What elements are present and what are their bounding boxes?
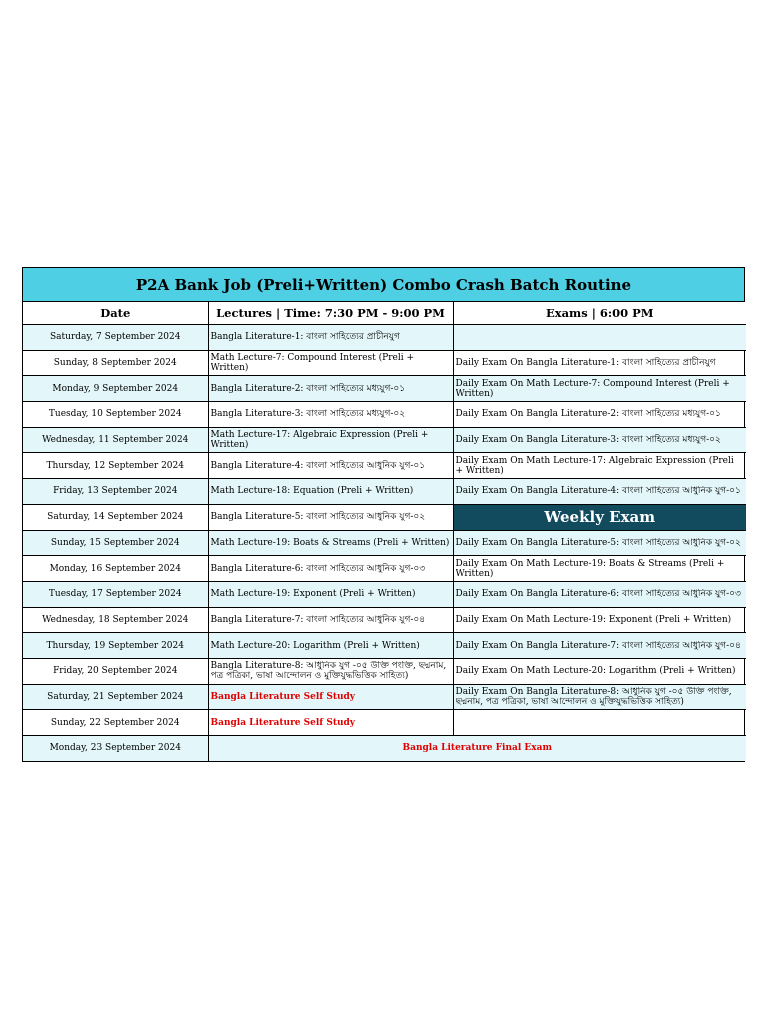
weekly-exam-cell: Weekly Exam <box>453 504 746 530</box>
lecture-cell: Bangla Literature-2: বাংলা সাহিত্যের মধ্যযুগ-০১ <box>208 376 453 402</box>
exam-cell: Daily Exam On Bangla Literature-3: বাংলা সাহিত্যের মধ্যযুগ-০২ <box>453 427 746 453</box>
exam-cell <box>453 325 746 351</box>
date-cell: Saturday, 14 September 2024 <box>23 504 208 530</box>
table-row <box>23 684 746 710</box>
final-exam-cell: Bangla Literature Final Exam <box>208 736 746 761</box>
header-row <box>23 302 746 325</box>
lecture-cell: Bangla Literature-4: বাংলা সাহিত্যের আধুনিক যুগ-০১ <box>208 453 453 479</box>
table-row <box>23 658 746 684</box>
lecture-cell: Bangla Literature Self Study <box>208 710 453 736</box>
exam-cell <box>453 479 746 505</box>
exam-cell <box>453 556 746 582</box>
date-header: Date <box>23 302 208 325</box>
date-cell: Friday, 13 September 2024 <box>23 479 208 505</box>
date-cell: Monday, 9 September 2024 <box>23 376 208 402</box>
table-row <box>23 710 746 736</box>
lecture-cell: Math Lecture-18: Equation (Preli + Written) <box>208 479 453 505</box>
date-cell: Thursday, 19 September 2024 <box>23 633 208 659</box>
exam-cell <box>453 710 746 736</box>
table-row <box>23 427 746 453</box>
table-row <box>23 350 746 376</box>
date-cell: Thursday, 12 September 2024 <box>23 453 208 479</box>
table-row <box>23 504 746 530</box>
table-row <box>23 633 746 659</box>
routine-table <box>23 302 746 761</box>
exam-cell <box>453 376 746 402</box>
exam-text: Daily Exam On Bangla Literature-5: বাংলা সাহিত্যের আধুনিক যুগ-০২ <box>455 537 741 548</box>
exam-cell <box>453 684 746 710</box>
lecture-cell: Math Lecture-20: Logarithm (Preli + Written) <box>208 633 453 659</box>
exam-text: Daily Exam On Bangla Literature-6: বাংলা সাহিত্যের আধুনিক যুগ-০৩ <box>455 589 741 600</box>
exam-cell: Daily Exam On Math Lecture-19: Exponent (Preli + Written) <box>453 607 746 633</box>
date-cell: Sunday, 22 September 2024 <box>23 710 208 736</box>
lecture-cell: Math Lecture-19: Exponent (Preli + Written) <box>208 581 453 607</box>
date-cell: Friday, 20 September 2024 <box>23 658 208 684</box>
exam-cell <box>453 530 746 556</box>
date-cell: Sunday, 8 September 2024 <box>23 350 208 376</box>
date-cell: Monday, 23 September 2024 <box>23 736 208 761</box>
exam-cell: Daily Exam On Bangla Literature-2: বাংলা সাহিত্যের মধ্যযুগ-০১ <box>453 402 746 428</box>
table-row <box>23 736 746 761</box>
exam-text: Daily Exam On Bangla Literature-8: আধুনিক যুগ -০৫ উক্তি পংক্তি, ছদ্মনাম, পত্র পত্রিকা, ভাষা আন্দোলন ও মুক্তিযুদ্ধভিত্তিক সাহিত্য) <box>455 686 732 707</box>
exam-text: Daily Exam On Math Lecture-19: Boats & Streams (Preli + Written) <box>455 558 725 579</box>
table-row <box>23 530 746 556</box>
table-row <box>23 325 746 351</box>
lecture-cell: Bangla Literature-5: বাংলা সাহিত্যের আধুনিক যুগ-০২ <box>208 504 453 530</box>
date-cell: Tuesday, 17 September 2024 <box>23 581 208 607</box>
routine-title: P2A Bank Job (Preli+Written) Combo Crash Batch Routine <box>23 268 744 302</box>
date-cell: Saturday, 7 September 2024 <box>23 325 208 351</box>
lecture-text: Bangla Literature-8: আধুনিক যুগ -০৫ উক্তি পংক্তি, ছদ্মনাম, পত্র পত্রিকা, ভাষা আন্দোলন ও মুক্তিযুদ্ধভিত্তিক সাহিত্য) <box>210 661 447 682</box>
lecture-cell: Bangla Literature Self Study <box>208 684 453 710</box>
lecture-cell: Bangla Literature-6: বাংলা সাহিত্যের আধুনিক যুগ-০৩ <box>208 556 453 582</box>
lecture-cell <box>208 658 453 684</box>
lecture-text: Math Lecture-17: Algebraic Expression (Preli + Written) <box>210 430 429 451</box>
date-cell: Sunday, 15 September 2024 <box>23 530 208 556</box>
table-row <box>23 402 746 428</box>
exam-cell <box>453 633 746 659</box>
date-cell: Monday, 16 September 2024 <box>23 556 208 582</box>
exam-cell: Daily Exam On Bangla Literature-1: বাংলা সাহিত্যের প্রাচীনযুগ <box>453 350 746 376</box>
lecture-cell <box>208 427 453 453</box>
lecture-cell: Bangla Literature-7: বাংলা সাহিত্যের আধুনিক যুগ-০৪ <box>208 607 453 633</box>
exams-header: Exams | 6:00 PM <box>453 302 746 325</box>
table-row <box>23 376 746 402</box>
lecture-cell: Math Lecture-19: Boats & Streams (Preli + Written) <box>208 530 453 556</box>
lectures-header: Lectures | Time: 7:30 PM - 9:00 PM <box>208 302 453 325</box>
table-row <box>23 581 746 607</box>
lecture-cell: Bangla Literature-1: বাংলা সাহিত্যের প্রাচীনযুগ <box>208 325 453 351</box>
routine-sheet <box>22 267 745 762</box>
table-row <box>23 607 746 633</box>
table-row <box>23 453 746 479</box>
table-row <box>23 479 746 505</box>
exam-cell: Daily Exam On Math Lecture-20: Logarithm (Preli + Written) <box>453 658 746 684</box>
date-cell: Tuesday, 10 September 2024 <box>23 402 208 428</box>
table-row <box>23 556 746 582</box>
lecture-cell: Bangla Literature-3: বাংলা সাহিত্যের মধ্যযুগ-০২ <box>208 402 453 428</box>
lecture-text: Math Lecture-7: Compound Interest (Preli + Written) <box>210 353 415 374</box>
exam-text: Daily Exam On Bangla Literature-7: বাংলা সাহিত্যের আধুনিক যুগ-০৪ <box>455 640 741 651</box>
date-cell: Wednesday, 18 September 2024 <box>23 607 208 633</box>
exam-cell <box>453 453 746 479</box>
date-cell: Wednesday, 11 September 2024 <box>23 427 208 453</box>
exam-text: Daily Exam On Math Lecture-17: Algebraic Expression (Preli + Written) <box>455 455 734 476</box>
exam-text: Daily Exam On Math Lecture-7: Compound Interest (Preli + Written) <box>455 378 730 399</box>
lecture-cell <box>208 350 453 376</box>
date-cell: Saturday, 21 September 2024 <box>23 684 208 710</box>
exam-cell <box>453 581 746 607</box>
exam-text: Daily Exam On Bangla Literature-4: বাংলা সাহিত্যের আধুনিক যুগ-০১ <box>455 486 741 497</box>
